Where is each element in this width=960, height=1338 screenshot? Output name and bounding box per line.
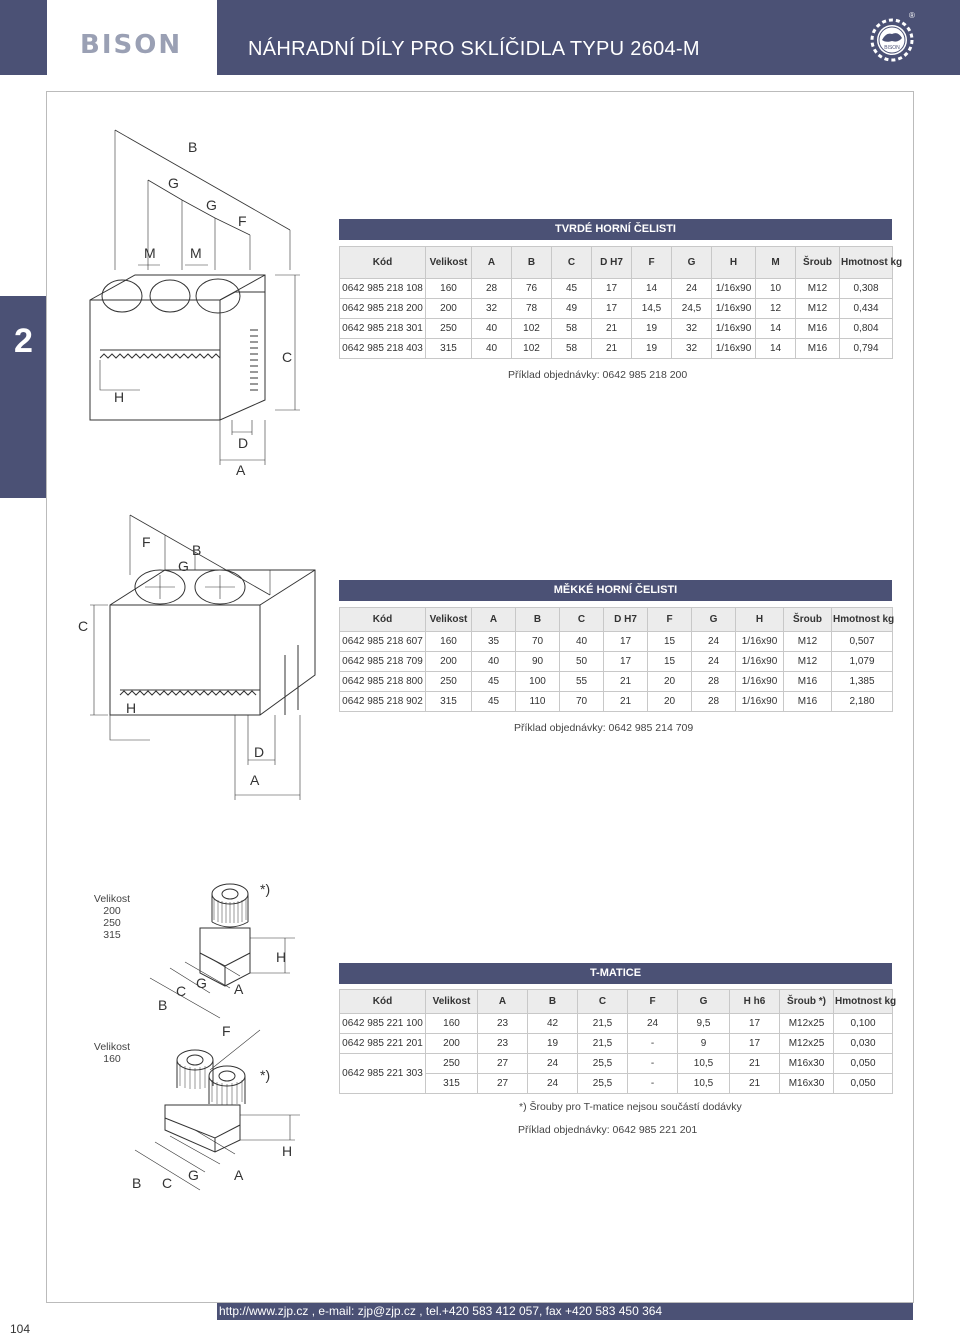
table-cell: M16 — [784, 692, 832, 712]
table-cell: 1/16x90 — [712, 279, 756, 299]
table-row — [340, 299, 893, 319]
section2-title: MĚKKÉ HORNÍ ČELISTI — [339, 580, 892, 601]
col-header: Kód — [340, 247, 426, 279]
table-cell: 17 — [604, 632, 648, 652]
table-cell: 17 — [592, 299, 632, 319]
table-cell: 10,5 — [678, 1054, 730, 1074]
table-cell: 21 — [592, 319, 632, 339]
table-cell: 21 — [730, 1074, 780, 1094]
col-header: G — [678, 990, 730, 1014]
dim-label-g: G — [196, 975, 207, 991]
table-cell: 40 — [472, 652, 516, 672]
col-header: B — [512, 247, 552, 279]
table-row — [340, 339, 893, 359]
dim-label-f: F — [222, 1023, 231, 1039]
dim-label-h: H — [126, 700, 137, 716]
table-cell: 14 — [756, 339, 796, 359]
order-example-2: Příklad objednávky: 0642 985 214 709 — [514, 722, 694, 734]
table-cell: M16x30 — [780, 1054, 834, 1074]
footer-contact: http://www.zjp.cz , e-mail: zjp@zjp.cz , tel.+420 583 412 057, fax +420 583 450 364 — [219, 1304, 663, 1318]
table-row — [340, 652, 893, 672]
table-cell: 32 — [672, 319, 712, 339]
t-nut-small-drawing — [110, 1023, 310, 1200]
table-cell: 45 — [552, 279, 592, 299]
dim-label-g: G — [178, 558, 189, 574]
t-nuts-table — [339, 989, 897, 1094]
table-cell: 0642 985 218 800 — [340, 672, 426, 692]
table-cell: 315 — [426, 1074, 478, 1094]
col-header: B — [516, 608, 560, 632]
col-header: F — [632, 247, 672, 279]
table-cell: M16 — [784, 672, 832, 692]
order-example-3: Příklad objednávky: 0642 985 221 201 — [518, 1124, 698, 1136]
table-cell: 0,308 — [840, 279, 893, 299]
section1-title: TVRDÉ HORNÍ ČELISTI — [339, 219, 892, 240]
col-header: Velikost — [426, 247, 472, 279]
table-cell: 14 — [756, 319, 796, 339]
bison-emblem-icon — [868, 10, 920, 64]
table-cell: 20 — [648, 692, 692, 712]
table-cell: 21,5 — [578, 1014, 628, 1034]
table-cell: 0642 985 218 902 — [340, 692, 426, 712]
dim-label-a: A — [236, 462, 246, 478]
table-cell: 15 — [648, 652, 692, 672]
dim-label-a: A — [234, 981, 244, 997]
table-cell: 35 — [472, 632, 516, 652]
col-header: C — [578, 990, 628, 1014]
dim-label-d: D — [238, 435, 249, 451]
table-cell: 250 — [426, 672, 472, 692]
table-cell: 1/16x90 — [712, 299, 756, 319]
table-cell: M12x25 — [780, 1034, 834, 1054]
hard-jaws-table — [339, 246, 903, 359]
table-cell: M16x30 — [780, 1074, 834, 1094]
footer-contact-bar — [217, 1303, 913, 1320]
col-header: Šroub — [784, 608, 832, 632]
table-cell: 0642 985 218 301 — [340, 319, 426, 339]
dim-label-g: G — [188, 1167, 199, 1183]
col-header: H — [736, 608, 784, 632]
dim-label-h: H — [114, 389, 125, 405]
col-header: Hmotnost kg — [834, 990, 893, 1014]
table-cell: 100 — [516, 672, 560, 692]
table-cell: 19 — [632, 339, 672, 359]
registered-mark: ® — [909, 11, 915, 20]
table-cell: M12x25 — [780, 1014, 834, 1034]
table-cell: M12 — [796, 279, 840, 299]
table-cell: 1/16x90 — [736, 632, 784, 652]
table-cell: 25,5 — [578, 1074, 628, 1094]
table-cell: 15 — [648, 632, 692, 652]
table-cell: 40 — [472, 319, 512, 339]
col-header: Hmotnost kg — [832, 608, 893, 632]
dim-label-c: C — [78, 618, 89, 634]
screw-note-mark: *) — [260, 881, 271, 897]
table-cell: 315 — [426, 339, 472, 359]
table-cell: 21 — [592, 339, 632, 359]
col-header: Velikost — [426, 608, 472, 632]
col-header: Hmotnost kg — [840, 247, 893, 279]
table-header-row — [340, 608, 893, 632]
col-header: F — [648, 608, 692, 632]
table-cell-code: 0642 985 221 100 — [340, 1014, 426, 1034]
table-cell: 21 — [604, 692, 648, 712]
table-cell: 58 — [552, 319, 592, 339]
table-cell: 250 — [426, 1054, 478, 1074]
dim-label-f: F — [238, 213, 247, 229]
table-cell: 49 — [552, 299, 592, 319]
table-cell: 14,5 — [632, 299, 672, 319]
table-cell: 40 — [472, 339, 512, 359]
dim-label-a: A — [234, 1167, 244, 1183]
table-cell: 10 — [756, 279, 796, 299]
order-example-1: Příklad objednávky: 0642 985 218 200 — [508, 369, 688, 381]
dim-label-m1: M — [144, 245, 156, 261]
table-cell: 10,5 — [678, 1074, 730, 1094]
table-cell: 0,507 — [832, 632, 893, 652]
table-cell: 28 — [692, 672, 736, 692]
table-cell: 45 — [472, 672, 516, 692]
table-cell: 25,5 — [578, 1054, 628, 1074]
soft-jaws-table — [339, 607, 893, 712]
table-cell: 0642 985 218 200 — [340, 299, 426, 319]
table-cell: 0,050 — [834, 1074, 893, 1094]
table-row — [340, 672, 893, 692]
table-cell: 1/16x90 — [736, 652, 784, 672]
table-cell: 200 — [426, 299, 472, 319]
col-header: M — [756, 247, 796, 279]
table-cell: M12 — [784, 652, 832, 672]
table-cell: 21 — [730, 1054, 780, 1074]
table-cell: 200 — [426, 652, 472, 672]
table-cell: 24 — [628, 1014, 678, 1034]
col-header: H — [712, 247, 756, 279]
dim-label-h: H — [276, 949, 287, 965]
table-cell: 58 — [552, 339, 592, 359]
table-cell: 24 — [692, 652, 736, 672]
table-cell: 0,050 — [834, 1054, 893, 1074]
table-cell: 0642 985 218 403 — [340, 339, 426, 359]
table-cell: 24 — [692, 632, 736, 652]
col-header: A — [472, 608, 516, 632]
table-cell: M12 — [784, 632, 832, 652]
table-cell: 14 — [632, 279, 672, 299]
table-cell: 17 — [592, 279, 632, 299]
table-cell: 0,794 — [840, 339, 893, 359]
table-cell: 78 — [512, 299, 552, 319]
table-cell: 70 — [560, 692, 604, 712]
col-header: Šroub — [796, 247, 840, 279]
table-cell: 21 — [604, 672, 648, 692]
table-cell: 24 — [528, 1054, 578, 1074]
table-cell: 0,100 — [834, 1014, 893, 1034]
table-cell: 9,5 — [678, 1014, 730, 1034]
col-header: B — [528, 990, 578, 1014]
table-cell: 2,180 — [832, 692, 893, 712]
table-cell: 1,079 — [832, 652, 893, 672]
dim-label-m2: M — [190, 245, 202, 261]
dim-label-g1: G — [168, 175, 179, 191]
table-cell: 0,030 — [834, 1034, 893, 1054]
col-header: C — [560, 608, 604, 632]
table-cell: 1/16x90 — [712, 339, 756, 359]
table-cell: 27 — [478, 1054, 528, 1074]
dim-label-f: F — [142, 534, 151, 550]
table-cell: 12 — [756, 299, 796, 319]
table-cell: 160 — [426, 1014, 478, 1034]
size-label-text: 200 — [103, 905, 121, 917]
table-cell: 17 — [730, 1014, 780, 1034]
table-cell: 250 — [426, 319, 472, 339]
size-label-text: 315 — [103, 929, 121, 941]
page-number: 104 — [10, 1322, 31, 1336]
table-cell: 28 — [472, 279, 512, 299]
table-cell: 23 — [478, 1034, 528, 1054]
page-title: NÁHRADNÍ DÍLY PRO SKLÍČIDLA TYPU 2604-M — [248, 38, 700, 60]
dim-label-c: C — [162, 1175, 173, 1191]
col-header: H h6 — [730, 990, 780, 1014]
t-nut-large-drawing — [130, 878, 310, 1028]
table-cell: 102 — [512, 319, 552, 339]
dim-label-g2: G — [206, 197, 217, 213]
table-cell: 315 — [426, 692, 472, 712]
table-cell: 9 — [678, 1034, 730, 1054]
table-cell: 90 — [516, 652, 560, 672]
table-cell: 1/16x90 — [736, 672, 784, 692]
table-row — [340, 632, 893, 652]
dim-label-b: B — [188, 139, 198, 155]
table-cell: - — [628, 1054, 678, 1074]
dim-label-a: A — [250, 772, 260, 788]
table-cell: 19 — [528, 1034, 578, 1054]
table-cell: 0642 985 218 709 — [340, 652, 426, 672]
hard-jaw-drawing — [60, 120, 320, 490]
table-cell: 17 — [604, 652, 648, 672]
dim-label-c: C — [282, 349, 293, 365]
table-cell: 102 — [512, 339, 552, 359]
col-header: G — [672, 247, 712, 279]
table-cell: - — [628, 1074, 678, 1094]
table-cell: 0642 985 218 607 — [340, 632, 426, 652]
table-cell-code: 0642 985 221 303 — [340, 1054, 426, 1094]
table-cell: 20 — [648, 672, 692, 692]
table-cell: 24 — [528, 1074, 578, 1094]
table-cell: 0642 985 218 108 — [340, 279, 426, 299]
table-row — [340, 1054, 893, 1074]
col-header: Velikost — [426, 990, 478, 1014]
table-cell: 24 — [672, 279, 712, 299]
table-cell: 160 — [426, 279, 472, 299]
col-header: A — [472, 247, 512, 279]
table-cell: 45 — [472, 692, 516, 712]
col-header: Kód — [340, 990, 426, 1014]
screw-footnote: *) Šrouby pro T-matice nejsou součástí dodávky — [519, 1101, 742, 1113]
table-row — [340, 279, 893, 299]
soft-jaw-drawing — [70, 515, 320, 815]
table-cell: 76 — [512, 279, 552, 299]
col-header: C — [552, 247, 592, 279]
table-row — [340, 1014, 893, 1034]
table-cell: 21,5 — [578, 1034, 628, 1054]
table-cell: - — [628, 1034, 678, 1054]
size-label-large — [92, 893, 132, 941]
table-cell: 55 — [560, 672, 604, 692]
col-header: Kód — [340, 608, 426, 632]
col-header: A — [478, 990, 528, 1014]
table-cell: 1/16x90 — [736, 692, 784, 712]
table-cell: 0,434 — [840, 299, 893, 319]
table-cell: M12 — [796, 299, 840, 319]
table-header-row — [340, 990, 893, 1014]
dim-label-h: H — [282, 1143, 293, 1159]
table-cell: 17 — [730, 1034, 780, 1054]
col-header: D H7 — [592, 247, 632, 279]
table-cell: 32 — [672, 339, 712, 359]
table-row — [340, 319, 893, 339]
size-label-text: Velikost — [93, 1041, 131, 1053]
table-cell: 28 — [692, 692, 736, 712]
col-header: G — [692, 608, 736, 632]
table-cell: 110 — [516, 692, 560, 712]
table-cell: 40 — [560, 632, 604, 652]
dim-label-b: B — [158, 997, 168, 1013]
table-cell: 32 — [472, 299, 512, 319]
col-header: D H7 — [604, 608, 648, 632]
section3-title: T-MATICE — [339, 963, 892, 984]
size-label-text: 250 — [103, 917, 121, 929]
table-cell: M16 — [796, 319, 840, 339]
dim-label-d: D — [254, 744, 265, 760]
table-row — [340, 692, 893, 712]
table-cell: 50 — [560, 652, 604, 672]
table-cell: 23 — [478, 1014, 528, 1034]
table-cell: 70 — [516, 632, 560, 652]
table-cell: 24,5 — [672, 299, 712, 319]
table-cell: 200 — [426, 1034, 478, 1054]
dim-label-b: B — [192, 542, 202, 558]
table-cell: 42 — [528, 1014, 578, 1034]
side-tab-number: 2 — [14, 322, 33, 360]
table-row — [340, 1034, 893, 1054]
table-cell: M16 — [796, 339, 840, 359]
table-cell: 1/16x90 — [712, 319, 756, 339]
table-cell-code: 0642 985 221 201 — [340, 1034, 426, 1054]
table-cell: 27 — [478, 1074, 528, 1094]
bison-logo: BISON — [80, 30, 183, 60]
dim-label-b: B — [132, 1175, 142, 1191]
dim-label-c: C — [176, 983, 187, 999]
emblem-text: BISON — [884, 45, 900, 51]
table-cell: 0,804 — [840, 319, 893, 339]
size-label-text: 160 — [103, 1053, 121, 1065]
col-header: F — [628, 990, 678, 1014]
table-header-row — [340, 247, 893, 279]
table-cell: 19 — [632, 319, 672, 339]
col-header: Šroub *) — [780, 990, 834, 1014]
size-label-text: Velikost — [93, 893, 131, 905]
screw-note-mark: *) — [260, 1067, 271, 1083]
table-cell: 1,385 — [832, 672, 893, 692]
table-cell: 160 — [426, 632, 472, 652]
